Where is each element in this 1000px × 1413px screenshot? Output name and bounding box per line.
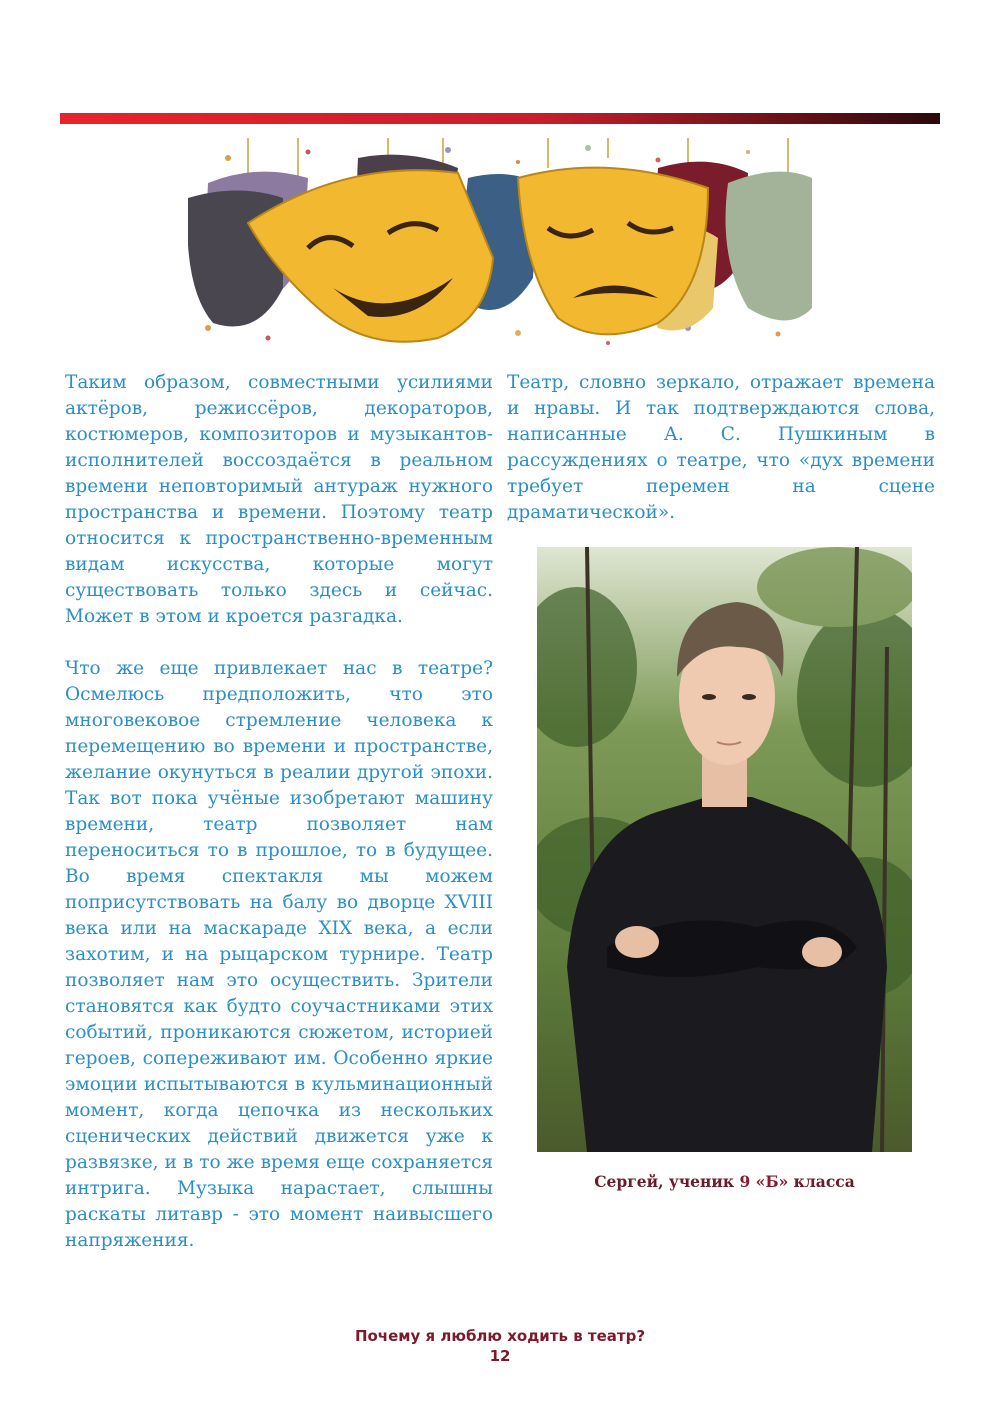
article-paragraph: Таким образом, совместными усилиями актёров, режиссёров, декораторов, костюмеров, композиторов и музыкантов-исполнителей воссоздаётся в реальном времени неповторимый антураж нужного пространства и времени. Поэтому театр относится к пространственно-временным видам искусства, которые могут существовать только здесь и сейчас. Может в этом и кроется разгадка.: [65, 372, 493, 627]
page-number: 12: [489, 1347, 511, 1365]
article-right-column: [507, 370, 935, 526]
student-photo: [537, 547, 912, 1152]
footer-title: Почему я люблю ходить в театр?: [354, 1327, 646, 1345]
article-paragraph: Что же еще привлекает нас в театре? Осмелюсь предположить, что это многовековое стремление человека к перемещению во времени и пространстве, желание окунуться в реалии другой эпохи. Так вот пока учёные изобретают машину времени, театр позволяет нам переноситься то в прошлое, то в будущее. Во время спектакля мы можем поприсутствовать на балу во дворце XVIII века или на маскараде XIX века, а если захотим, и на рыцарском турнире. Театр позволяет нам это осуществить. Зрители становятся как будто соучастниками этих событий, проникаются сюжетом, историей героев, сопереживают им. Особенно яркие эмоции испытываются в кульминационный момент, когда цепочка из нескольких сценических действий движется уже к развязке, и в то же время еще сохраняется интрига. Музыка нарастает, слышны раскаты литавр - это момент наивысшего напряжения.: [65, 658, 493, 1251]
header-rule: [60, 113, 940, 124]
photo-caption: [537, 1172, 912, 1191]
caption-class: 9 «Б»: [739, 1172, 789, 1191]
article-paragraph: Театр, словно зеркало, отражает времена и нравы. И так подтверждаются слова, написанные А. С. Пушкиным в рассуждениях о театре, что «дух времени требует перемен на сцене драматической».: [507, 372, 935, 523]
caption-name: Сергей, ученик: [594, 1172, 740, 1191]
theatre-masks-illustration: [188, 138, 812, 348]
article-left-column: [65, 370, 493, 1254]
caption-suffix: класса: [788, 1172, 855, 1191]
